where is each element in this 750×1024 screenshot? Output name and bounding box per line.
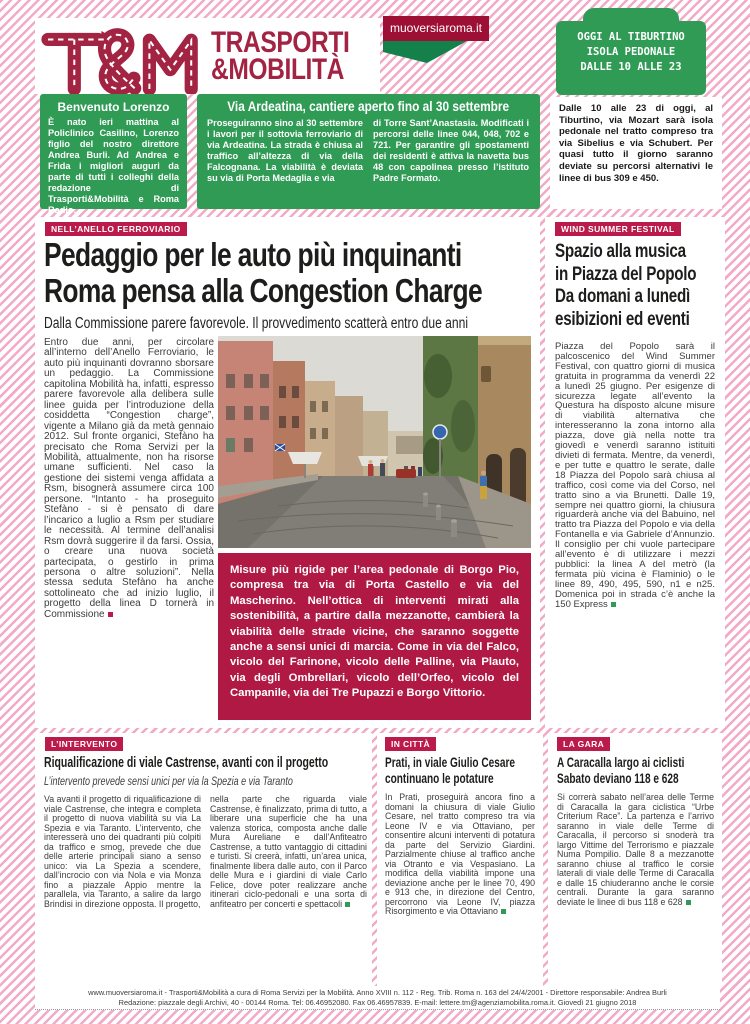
citta-headline-line2: continuano le potature bbox=[385, 769, 494, 786]
end-mark bbox=[611, 602, 616, 607]
ardeatina-box bbox=[197, 94, 540, 209]
badge-line1: OGGI AL TIBURTINO bbox=[577, 31, 685, 43]
gara-body-text: Si correrà sabato nell’area delle Terme di Caracalla la gara ciclistica “Urbe Criterium Race”. La partenza e l’arrivo saranno in viale delle Terme di Caracalla, il percorso si snoderà tra largo Vittime del Terrorismo e piazzale Numa Pompilio. Dalle 8 a mezzanotte saranno chiuse al traffico le corsie laterali di viale delle Terme di Caracalla e dalle 15 chiuderanno anche le corsie centrali. Durante la gara saranno deviate le linee di bus 118 e 628 bbox=[557, 792, 714, 907]
festival-kicker: WIND SUMMER FESTIVAL bbox=[555, 222, 681, 236]
pedestrian-badge bbox=[556, 8, 706, 95]
festival-headline-line1: Spazio alla musica bbox=[555, 241, 686, 262]
end-mark bbox=[501, 909, 506, 914]
main-kicker: NELL’ANELLO FERROVIARIO bbox=[45, 222, 187, 236]
gara-headline-line1: A Caracalla largo ai ciclisti bbox=[557, 754, 685, 770]
main-body-text: Entro due anni, per circolare all’interno dell’Anello Ferroviario, le auto più inquinanti dovranno sborsare un pedaggio. La Commissione capitolina Mobilità ha, infatti, espresso parere favorevole alla delibera sulle linee guida per l’introduzione della cosiddetta “Congestion charge”, vigente a Milano già da metà gennaio 2012. Sul fronte organici, Stefàno ha precisato che Roma Servizi per la Mobilità, attualmente, non ha risorse umane sufficienti. Nel caso la gestione dei sistemi venga affidata a Rsm, bisognerà assumere circa 100 persone. “Intanto - ha proseguito Stefàno - si è pensato di dare l’incarico a luglio a Rsm per studiare le necessità. Al termine dell’analisi Rsm dovrà suggerire il da farsi. Ossia, o creare una nuova società partecipata, o gestirlo in prima persona o altre soluzioni”. Nella stessa seduta Stefàno ha anche sottolineato che ad inizio luglio, il progetto della linea D tornerà in Commissione bbox=[44, 337, 214, 620]
ardeatina-col1: Proseguiranno sino al 30 settembre i lavori per il sottovia ferroviario di via Ardeatina. La strada è chiusa al traffico all’altezza di via della Falcognana. La viabilità è deviata su via di Porta Medaglia e via bbox=[207, 118, 363, 183]
logo-box bbox=[35, 18, 380, 94]
badge-note-text: Dalle 10 alle 23 di oggi, al Tiburtino, via Mozart sarà isola pedonale nel tratto compreso tra via Sibelius e via Schubert. Per quasi tutto il giorno saranno deviate su percorsi alternativi le linee di bus 309 e 450. bbox=[559, 103, 713, 184]
gara-headline bbox=[557, 755, 722, 786]
footer bbox=[35, 986, 720, 1010]
festival-headline-line3: Da domani a lunedì bbox=[555, 286, 691, 307]
main-standfirst bbox=[44, 315, 540, 333]
main-body-column bbox=[44, 338, 214, 726]
wordmark-line2: &MOBILITÀ bbox=[211, 53, 345, 86]
festival-body-text: Piazza del Popolo sarà il palcoscenico del Wind Summer Festival, con quattro giorni di musica gratuita in programma da venerdì 22 a lunedì 25 giugno. Per esigenze di sicurezza legate all’evento la Questura ha disposto alcune misure di viabilità alternativa che interesseranno la zona intorno alla piazza, dove già nella notte tra giovedì e venerdì saranno istituiti divieti di fermata. Mentre, da venerdì, e per tutte e quattro le serate, dalle 18 Piazza del Popolo sarà chiusa al traffico, così come via del Corso, nel tratto sino a via Brunetti. Dalle 19, sempre nei quattro giorni, la chiusura riguarderà anche via del Babuino, nel tratto tra Piazza del Popolo e via della Fontanella e via Gabriele d’Annunzio. Il consiglio per chi vuole partecipare all’evento è di utilizzare i mezzi pubblici: la linea A del metrò (la fermata più vicina è Flaminio) o le linee 89, 490, 495, 590, n1 e n25. Domenica poi in strada c’è anche la 150 Express bbox=[555, 341, 715, 610]
intervento-kicker: L’INTERVENTO bbox=[45, 737, 123, 751]
intervento-headline: Riqualificazione di viale Castrense, avanti con il progetto bbox=[44, 754, 329, 771]
citta-body-column bbox=[385, 793, 535, 917]
festival-body-column bbox=[555, 342, 715, 722]
citta-kicker: IN CITTÀ bbox=[385, 737, 436, 751]
intervento-article bbox=[35, 733, 372, 988]
main-headline bbox=[44, 237, 540, 309]
festival-headline-line2: in Piazza del Popolo bbox=[555, 263, 697, 285]
badge-line3: DALLE 10 ALLE 23 bbox=[580, 61, 682, 73]
main-standfirst-text: Dalla Commissione parere favorevole. Il provvedimento scatterà entro due anni bbox=[44, 315, 469, 332]
end-mark bbox=[345, 902, 350, 907]
citta-headline bbox=[385, 755, 543, 786]
intervento-col2 bbox=[210, 795, 367, 909]
footer-line1: www.muoversiaroma.it - Trasporti&Mobilità a cura di Roma Servizi per la Mobilità. Anno XVIII n. 112 - Reg. Trib. Roma n. 163 del 24/4/2001 - Direttore responsabile: Andrea Burli bbox=[88, 988, 667, 997]
gara-headline-line2: Sabato deviano 118 e 628 bbox=[557, 769, 679, 786]
intervento-col2-text: nella parte che riguarda viale Castrense, è finalizzato, prima di tutto, a liberare una superficie che ha una valenza storica, composta anche dalle Mura Aureliane e dall’Anfiteatro Castrense, a tutto vantaggio di cittadini e turisti. Si creerà, infatti, un’area unica, finalmente libera dalle auto, con il Parco delle Mura e i giardini di viale Carlo Felice, dove poter realizzare anche itinerari ciclo-pedonali e una sorta di anfiteatro per concerti e spettacoli bbox=[210, 794, 367, 909]
gara-kicker: LA GARA bbox=[557, 737, 610, 751]
tm-road-logo-icon bbox=[41, 18, 205, 94]
citta-headline-line1: Prati, in viale Giulio Cesare bbox=[385, 754, 515, 770]
festival-article bbox=[545, 217, 725, 728]
badge-note-box bbox=[550, 97, 722, 209]
badge-line2: ISOLA PEDONALE bbox=[586, 46, 676, 58]
main-article bbox=[35, 217, 540, 728]
end-mark bbox=[108, 612, 113, 617]
end-mark bbox=[686, 900, 691, 905]
festival-headline-line4: esibizioni ed eventi bbox=[555, 308, 690, 330]
street-photo bbox=[218, 336, 531, 548]
callout-text: Misure più rigide per l’area pedonale di Borgo Pio, compresa tra via di Porta Castello e via del Mascherino. Nell’ottica di interventi mirati alla sostenibilità, a partire dalla mezzanotte, cambierà la viabilità delle strade vicine, che saranno soggette anche a sensi unici di marcia. Come in via del Falco, vicolo del Farinone, vicolo delle Palline, via Plauto, via degli Ombrellari, vicolo dell’Orfeo, vicolo del Campanile, via dei Tre Pupazzi e Borgo Vittorio. bbox=[230, 564, 519, 700]
wordmark-line1: TRASPORTI bbox=[211, 26, 350, 59]
main-headline-line2: Roma pensa alla Congestion Charge bbox=[44, 272, 483, 309]
ardeatina-title: Via Ardeatina, cantiere aperto fino al 30 settembre bbox=[227, 99, 510, 114]
gara-article bbox=[548, 733, 722, 988]
intervento-standfirst: L’intervento prevede sensi unici per via la Spezia e via Taranto bbox=[44, 774, 293, 788]
main-headline-line1: Pedaggio per le auto più inquinanti bbox=[44, 236, 462, 273]
site-tag-label: muoversiaroma.it bbox=[389, 21, 483, 35]
ardeatina-col2: di Torre Sant’Anastasia. Modificati i percorsi delle linee 044, 048, 702 e 721. Per garantire gli spostamenti dei residenti è attiva la navetta bus 48 con capolinea presso l’istituto Padre Formato. bbox=[373, 118, 529, 183]
welcome-title: Benvenuto Lorenzo bbox=[57, 100, 170, 114]
footer-line2: Redazione: piazzale degli Archivi, 40 - 00144 Roma. Tel: 06.46952080. Fax 06.46957839. E-mail: lettere.tm@agenziamobilita.roma.it. Giovedì 21 giugno 2018 bbox=[118, 997, 637, 1007]
citta-body-text: In Prati, proseguirà ancora fino a domani la chiusura di viale Giulio Cesare, nel tratto compreso tra via Leone IV e via Ottaviano, per consentire alcuni interventi di potatura da parte del Servizio Giardini. Parzialmente chiuse al traffico anche via Otranto e via Vespasiano. La modifica della viabilità impone una deviazione anche per le linee 70, 490 e 913 che, in direzione del Centro, percorrono via Leone IV, piazza Risorgimento e via Ottaviano bbox=[385, 792, 535, 916]
gara-body-column bbox=[557, 793, 714, 907]
site-tag bbox=[383, 16, 489, 41]
ribbon-fold-icon bbox=[383, 41, 469, 65]
citta-article bbox=[377, 733, 543, 988]
intervento-col1: Va avanti il progetto di riqualificazione di viale Castrense, che integra e completa il progetto di nuova viabilità su via La Spezia e via Taranto. L’intervento, che interesserà uno dei quadranti più colpiti da traffico e smog, prevede che due delle arterie principali siano a senso unico: via La Spezia a scendere, dall’incrocio con via Nola e via Monza fino a piazzale Appio mentre la parallela, via Taranto, a salire da largo Brindisi in direzione opposta. Il progetto, bbox=[44, 794, 201, 909]
festival-headline bbox=[555, 241, 725, 331]
welcome-body: È nato ieri mattina al Policlinico Casilino, Lorenzo figlio del nostro direttore Andrea Burli. Ad Andrea e Frida i migliori auguri da parte di tutti i colleghi della redazione di Trasporti&Mobilità e Roma Radio. bbox=[48, 117, 179, 215]
welcome-box bbox=[40, 94, 187, 215]
borgo-pio-callout bbox=[218, 553, 531, 720]
